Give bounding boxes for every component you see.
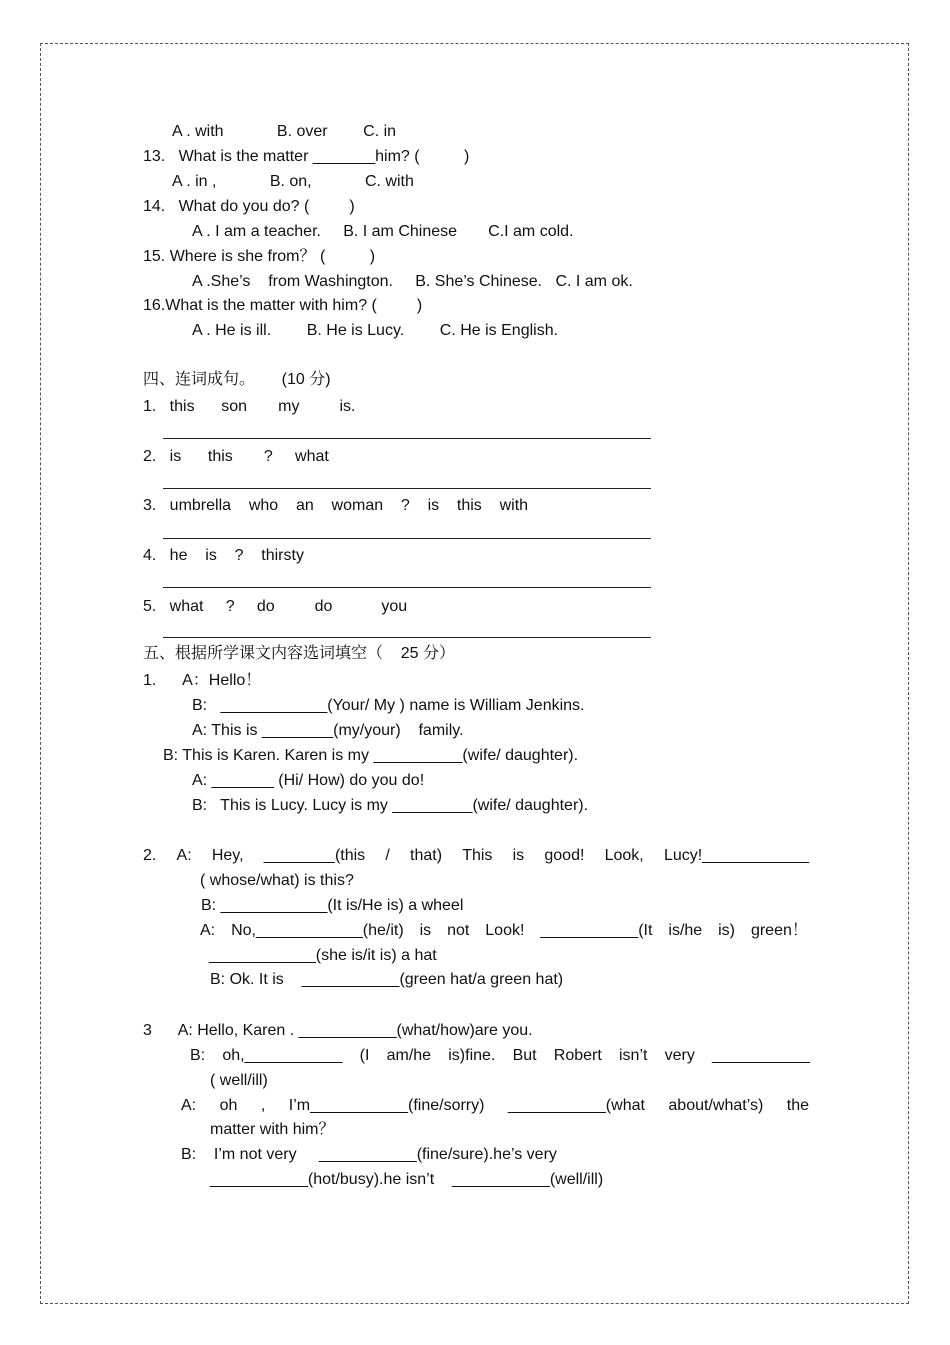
d1-line-4: B: This is Karen. Karen is my __________(wife/ daughter). xyxy=(163,747,579,764)
d2-line-5: ____________(she is/it is) a hat xyxy=(209,947,437,964)
q12-options: A . with B. over C. in xyxy=(172,123,397,140)
q16-options: A . He is ill. B. He is Lucy. C. He is English. xyxy=(192,322,559,339)
answer-line-1 xyxy=(163,438,651,439)
d3-line-5: matter with him？ xyxy=(210,1121,335,1138)
d2-line-6: B: Ok. It is ___________(green hat/a green hat) xyxy=(210,971,564,988)
section5-title: 五、根据所学课文内容选词填空（ 25 分） xyxy=(143,645,456,662)
d2-line-3: B: ____________(It is/He is) a wheel xyxy=(201,897,464,914)
d3-line-7: ___________(hot/busy).he isn’t ___________(well/ill) xyxy=(210,1171,604,1188)
s4-item-3: 3. umbrella who an woman ? is this with xyxy=(143,497,529,514)
d2-line-2: ( whose/what) is this? xyxy=(200,872,354,889)
q14-options: A . I am a teacher. B. I am Chinese C.I am cold. xyxy=(192,223,574,240)
q13-question: 13. What is the matter _______him? ( ) xyxy=(143,148,470,165)
d1-line-2: B: ____________(Your/ My ) name is William Jenkins. xyxy=(192,697,585,714)
d1-line-5: A: _______ (Hi/ How) do you do! xyxy=(192,772,425,789)
answer-line-4 xyxy=(163,587,651,588)
q14-question: 14. What do you do? ( ) xyxy=(143,198,355,215)
s4-item-2: 2. is this ? what xyxy=(143,448,329,465)
d3-line-3: ( well/ill) xyxy=(210,1072,268,1089)
answer-line-5 xyxy=(163,637,651,638)
answer-line-2 xyxy=(163,488,651,489)
q13-options: A . in , B. on, C. with xyxy=(172,173,414,190)
q15-question: 15. Where is she from？ ( ) xyxy=(143,248,376,265)
q15-options: A .She’s from Washington. B. She’s Chinese. C. I am ok. xyxy=(192,273,633,290)
answer-line-3 xyxy=(163,538,651,539)
q16-question: 16.What is the matter with him? ( ) xyxy=(143,297,423,314)
d1-line-1: 1. A：Hello！ xyxy=(143,672,262,689)
d1-line-3: A: This is ________(my/your) family. xyxy=(192,722,464,739)
s4-item-5: 5. what ? do do you xyxy=(143,598,408,615)
d2-line-1: 2. A: Hey, ________(this / that) This is good! Look, Lucy!____________ xyxy=(143,847,809,864)
d3-line-4: A: oh , I’m___________(fine/sorry) ___________(what about/what’s) the xyxy=(181,1097,809,1114)
section4-title: 四、连词成句。 (10 分) xyxy=(143,371,331,388)
s4-item-4: 4. he is ? thirsty xyxy=(143,547,304,564)
d3-line-1: 3 A: Hello, Karen . ___________(what/how)are you. xyxy=(143,1022,533,1039)
d2-line-4: A: No,____________(he/it) is not Look! ___________(It is/he is) green！ xyxy=(200,922,808,939)
d1-line-6: B: This is Lucy. Lucy is my _________(wife/ daughter). xyxy=(192,797,589,814)
s4-item-1: 1. this son my is. xyxy=(143,398,356,415)
d3-line-6: B: I’m not very ___________(fine/sure).he’s very xyxy=(181,1146,557,1163)
d3-line-2: B: oh,___________ (I am/he is)fine. But Robert isn’t very ___________ xyxy=(190,1047,810,1064)
